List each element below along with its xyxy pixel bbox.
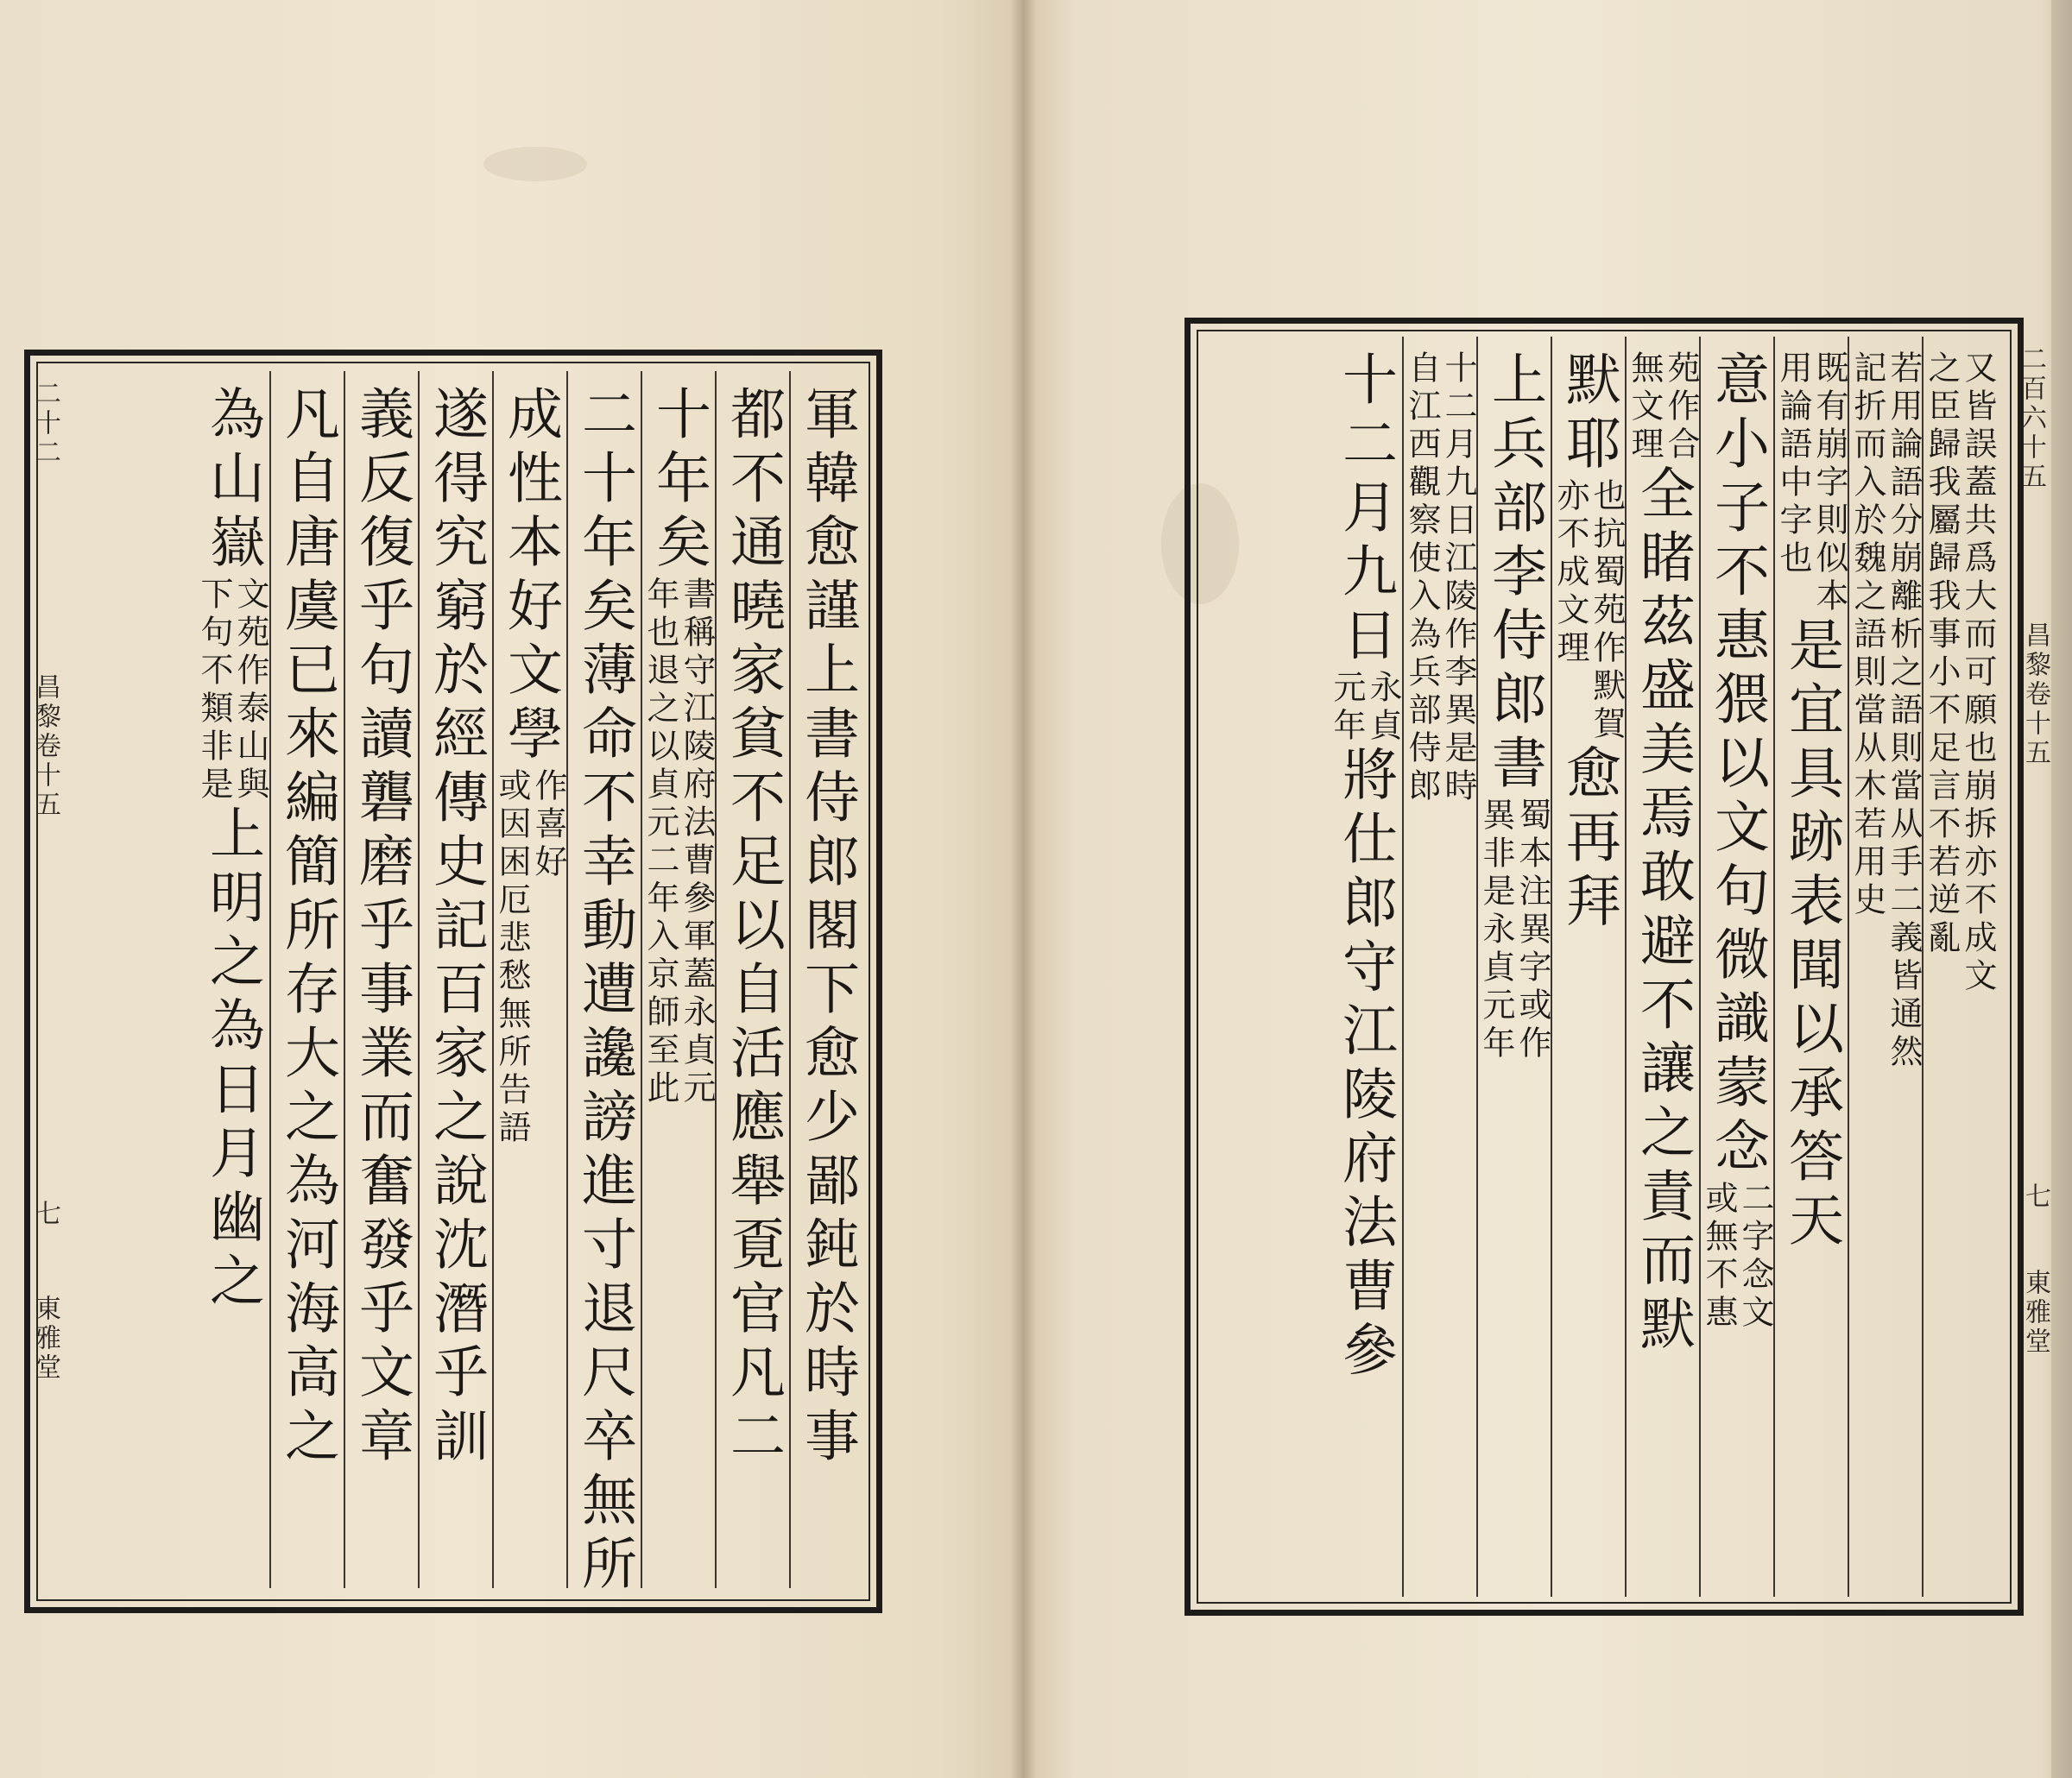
text-column xyxy=(1848,337,1922,1597)
text-column xyxy=(1922,337,1996,1597)
commentary-line: 或無不惠 xyxy=(1700,1181,1738,1333)
commentary-line: 也抗蜀苑作默賀 xyxy=(1588,478,1626,744)
right-margin-title: 昌黎卷十五 xyxy=(2020,621,2050,768)
column-tail-text: 上明之為日月幽之 xyxy=(200,804,264,1315)
right-page xyxy=(1023,0,2072,1778)
commentary-line: 或因困厄悲愁無所告語 xyxy=(493,768,531,1148)
column-tail-text: 愈再拜 xyxy=(1557,744,1620,936)
text-column xyxy=(1476,337,1551,1597)
column-main-text: 義反復乎句讀礱磨乎事業而奮發乎文章 xyxy=(350,385,414,1471)
column-commentary xyxy=(1923,350,1997,996)
column-main-text: 凡自唐虞已來編簡所存大之為河海高之 xyxy=(275,385,339,1471)
text-column xyxy=(566,371,641,1598)
column-main-text: 上兵部李侍郎書 xyxy=(1482,350,1546,798)
text-column xyxy=(1328,337,1402,1597)
text-column xyxy=(1402,337,1476,1597)
left-page xyxy=(0,0,1023,1778)
column-commentary xyxy=(1551,478,1626,744)
commentary-line: 之臣歸我屬歸我事小不足言不若逆亂 xyxy=(1923,350,1961,958)
column-main-text: 成性本好文學 xyxy=(498,385,562,768)
right-margin-footer: 東雅堂 xyxy=(2020,1269,2050,1357)
column-commentary xyxy=(1774,350,1848,616)
column-main-text: 默耶 xyxy=(1557,350,1620,478)
text-column xyxy=(715,371,789,1588)
column-commentary xyxy=(641,577,716,1108)
commentary-line: 又皆誤蓋共爲大而可願也崩拆亦不成文 xyxy=(1959,350,1997,996)
column-tail-text: 是宜具跡表聞以承答天 xyxy=(1779,616,1843,1255)
commentary-line: 用論語中字也 xyxy=(1774,350,1812,578)
commentary-line: 作喜好 xyxy=(529,768,567,882)
commentary-line: 十二月九日江陵作李異是時 xyxy=(1439,350,1477,806)
column-main-text: 二十年矣薄命不幸動遭讒謗進寸退尺卒無所 xyxy=(572,385,636,1598)
commentary-line: 既有崩字則似本 xyxy=(1810,350,1848,616)
commentary-line: 無文理 xyxy=(1626,350,1664,464)
text-column xyxy=(269,371,344,1588)
commentary-line: 下句不類非是 xyxy=(195,577,233,804)
commentary-line: 記折而入於魏之語則當从木若用史 xyxy=(1848,350,1886,920)
text-column xyxy=(418,371,492,1588)
column-commentary xyxy=(1328,670,1402,746)
book-gutter xyxy=(1010,0,1036,1778)
commentary-line: 苑作合 xyxy=(1662,350,1700,464)
text-column xyxy=(195,371,269,1588)
column-commentary xyxy=(1702,1181,1772,1333)
right-margin-count: 二百六十五 xyxy=(2016,345,2046,492)
text-column xyxy=(1625,337,1699,1597)
commentary-line: 二字念文 xyxy=(1736,1181,1774,1333)
text-column xyxy=(1773,337,1848,1597)
column-main-text: 十年矣 xyxy=(647,385,711,577)
text-column xyxy=(1551,337,1625,1597)
column-commentary xyxy=(493,768,567,1148)
commentary-line: 年也退之以貞元二年入京師至此 xyxy=(641,577,679,1108)
commentary-line: 異非是永貞元年 xyxy=(1477,798,1515,1063)
left-margin-page: 七 xyxy=(30,1200,60,1229)
column-commentary xyxy=(195,577,269,804)
column-main-text: 意小子不惠猥以文句微識蒙念 xyxy=(1705,350,1769,1181)
commentary-line: 自江西觀察使入為兵部侍郎 xyxy=(1403,350,1441,806)
column-commentary xyxy=(1403,350,1477,806)
text-column xyxy=(1699,337,1773,1597)
column-tail-text: 全睹茲盛美焉敢避不讓之責而默 xyxy=(1631,464,1695,1359)
column-tail-text: 將仕郎守江陵府法曹參 xyxy=(1333,746,1397,1384)
column-main-text: 遂得究窮於經傳史記百家之說沈潛乎訓 xyxy=(424,385,488,1471)
left-margin-footer: 東雅堂 xyxy=(30,1295,60,1383)
commentary-line: 蜀本注異字或作 xyxy=(1513,798,1551,1063)
commentary-line: 元年 xyxy=(1328,670,1366,746)
left-text-columns xyxy=(52,371,863,1598)
page-stain xyxy=(483,147,587,181)
column-main-text: 都不通曉家貧不足以自活應舉覔官凡二 xyxy=(721,385,785,1471)
right-text-columns xyxy=(1202,337,1996,1597)
text-column xyxy=(789,371,863,1588)
commentary-line: 書稱守江陵府法曹參軍蓋永貞元 xyxy=(678,577,716,1108)
text-column xyxy=(641,371,715,1588)
column-main-text: 十二月九日 xyxy=(1333,350,1397,670)
column-main-text: 為山嶽 xyxy=(200,385,264,577)
left-margin-count: 二十二 xyxy=(30,380,60,468)
column-commentary xyxy=(1626,350,1700,464)
text-column xyxy=(344,371,418,1588)
commentary-line: 文苑作泰山與 xyxy=(231,577,269,804)
column-commentary xyxy=(1848,350,1923,1072)
commentary-line: 永貞 xyxy=(1364,670,1402,746)
column-main-text: 軍韓愈謹上書侍郎閣下愈少鄙鈍於時事 xyxy=(795,385,859,1471)
right-margin-page: 七 xyxy=(2020,1182,2050,1212)
text-column xyxy=(492,371,566,1588)
column-commentary xyxy=(1477,798,1551,1063)
commentary-line: 亦不成文理 xyxy=(1551,478,1589,668)
left-margin-title: 昌黎卷十五 xyxy=(30,673,60,820)
commentary-line: 若用論語分崩離析之語則當从手二義皆通然 xyxy=(1885,350,1923,1072)
stacked-page-edges xyxy=(2051,0,2072,1778)
